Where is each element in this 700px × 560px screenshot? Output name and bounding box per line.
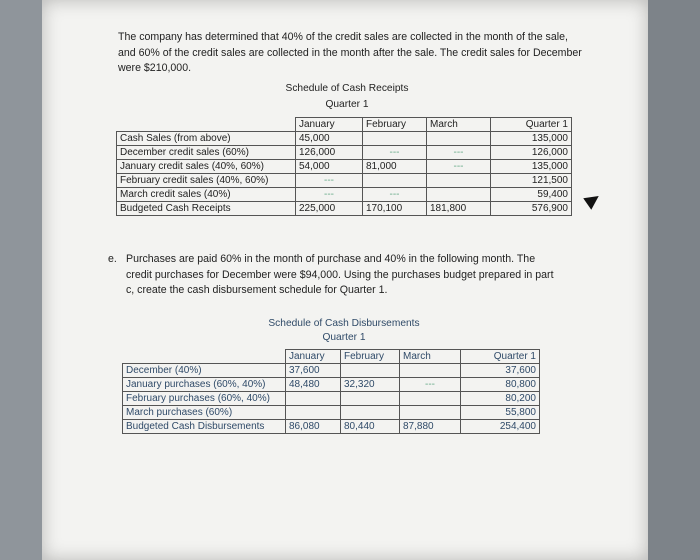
table-row: Cash Sales (from above) 45,000 135,000 xyxy=(117,132,572,146)
cash-disbursements-table xyxy=(122,349,540,434)
intro-paragraph: The company has determined that 40% of the credit sales are collected in the month of the sale, and 60% of the credit sales are collected in the month after the sale. The credit sales for December were $210,000. xyxy=(118,31,582,74)
table-row: February credit sales (40%, 60%) --- 121,500 xyxy=(117,174,572,188)
part-e-marker: e. xyxy=(108,253,117,265)
header-february: February xyxy=(363,118,427,132)
header-march: March xyxy=(400,350,461,364)
part-e-paragraph xyxy=(108,252,556,299)
disbursements-title: Schedule of Cash Disbursements xyxy=(268,318,420,329)
header-march: March xyxy=(427,118,491,132)
table-row: March purchases (60%) 55,800 xyxy=(123,406,540,420)
table-header-row xyxy=(117,118,572,132)
table-row: January purchases (60%, 40%) 48,480 32,320 --- 80,800 xyxy=(123,378,540,392)
disbursements-subtitle: Quarter 1 xyxy=(322,332,366,343)
part-e-text: Purchases are paid 60% in the month of purchase and 40% in the following month. The credit purchases for December were $94,000. Using the purchases budget prepared in part c, create the cash disbursement schedule for Quarter 1. xyxy=(126,253,554,296)
table-header-row xyxy=(123,350,540,364)
cash-receipts-table xyxy=(116,117,572,216)
header-quarter: Quarter 1 xyxy=(491,118,572,132)
table-row: Budgeted Cash Receipts 225,000 170,100 181,800 576,900 xyxy=(117,202,572,216)
header-january: January xyxy=(296,118,363,132)
table-row: Budgeted Cash Disbursements 86,080 80,440 87,880 254,400 xyxy=(123,420,540,434)
background-edge xyxy=(648,0,700,560)
receipts-subtitle: Quarter 1 xyxy=(325,99,369,110)
table-row: March credit sales (40%) --- --- 59,400 xyxy=(117,188,572,202)
receipts-title: Schedule of Cash Receipts xyxy=(285,83,409,94)
table-row: December credit sales (60%) 126,000 --- --- 126,000 xyxy=(117,146,572,160)
table-row: February purchases (60%, 40%) 80,200 xyxy=(123,392,540,406)
header-january: January xyxy=(286,350,341,364)
header-february: February xyxy=(341,350,400,364)
table-row: January credit sales (40%, 60%) 54,000 81,000 --- 135,000 xyxy=(117,160,572,174)
header-quarter: Quarter 1 xyxy=(461,350,540,364)
table-row: December (40%) 37,600 37,600 xyxy=(123,364,540,378)
